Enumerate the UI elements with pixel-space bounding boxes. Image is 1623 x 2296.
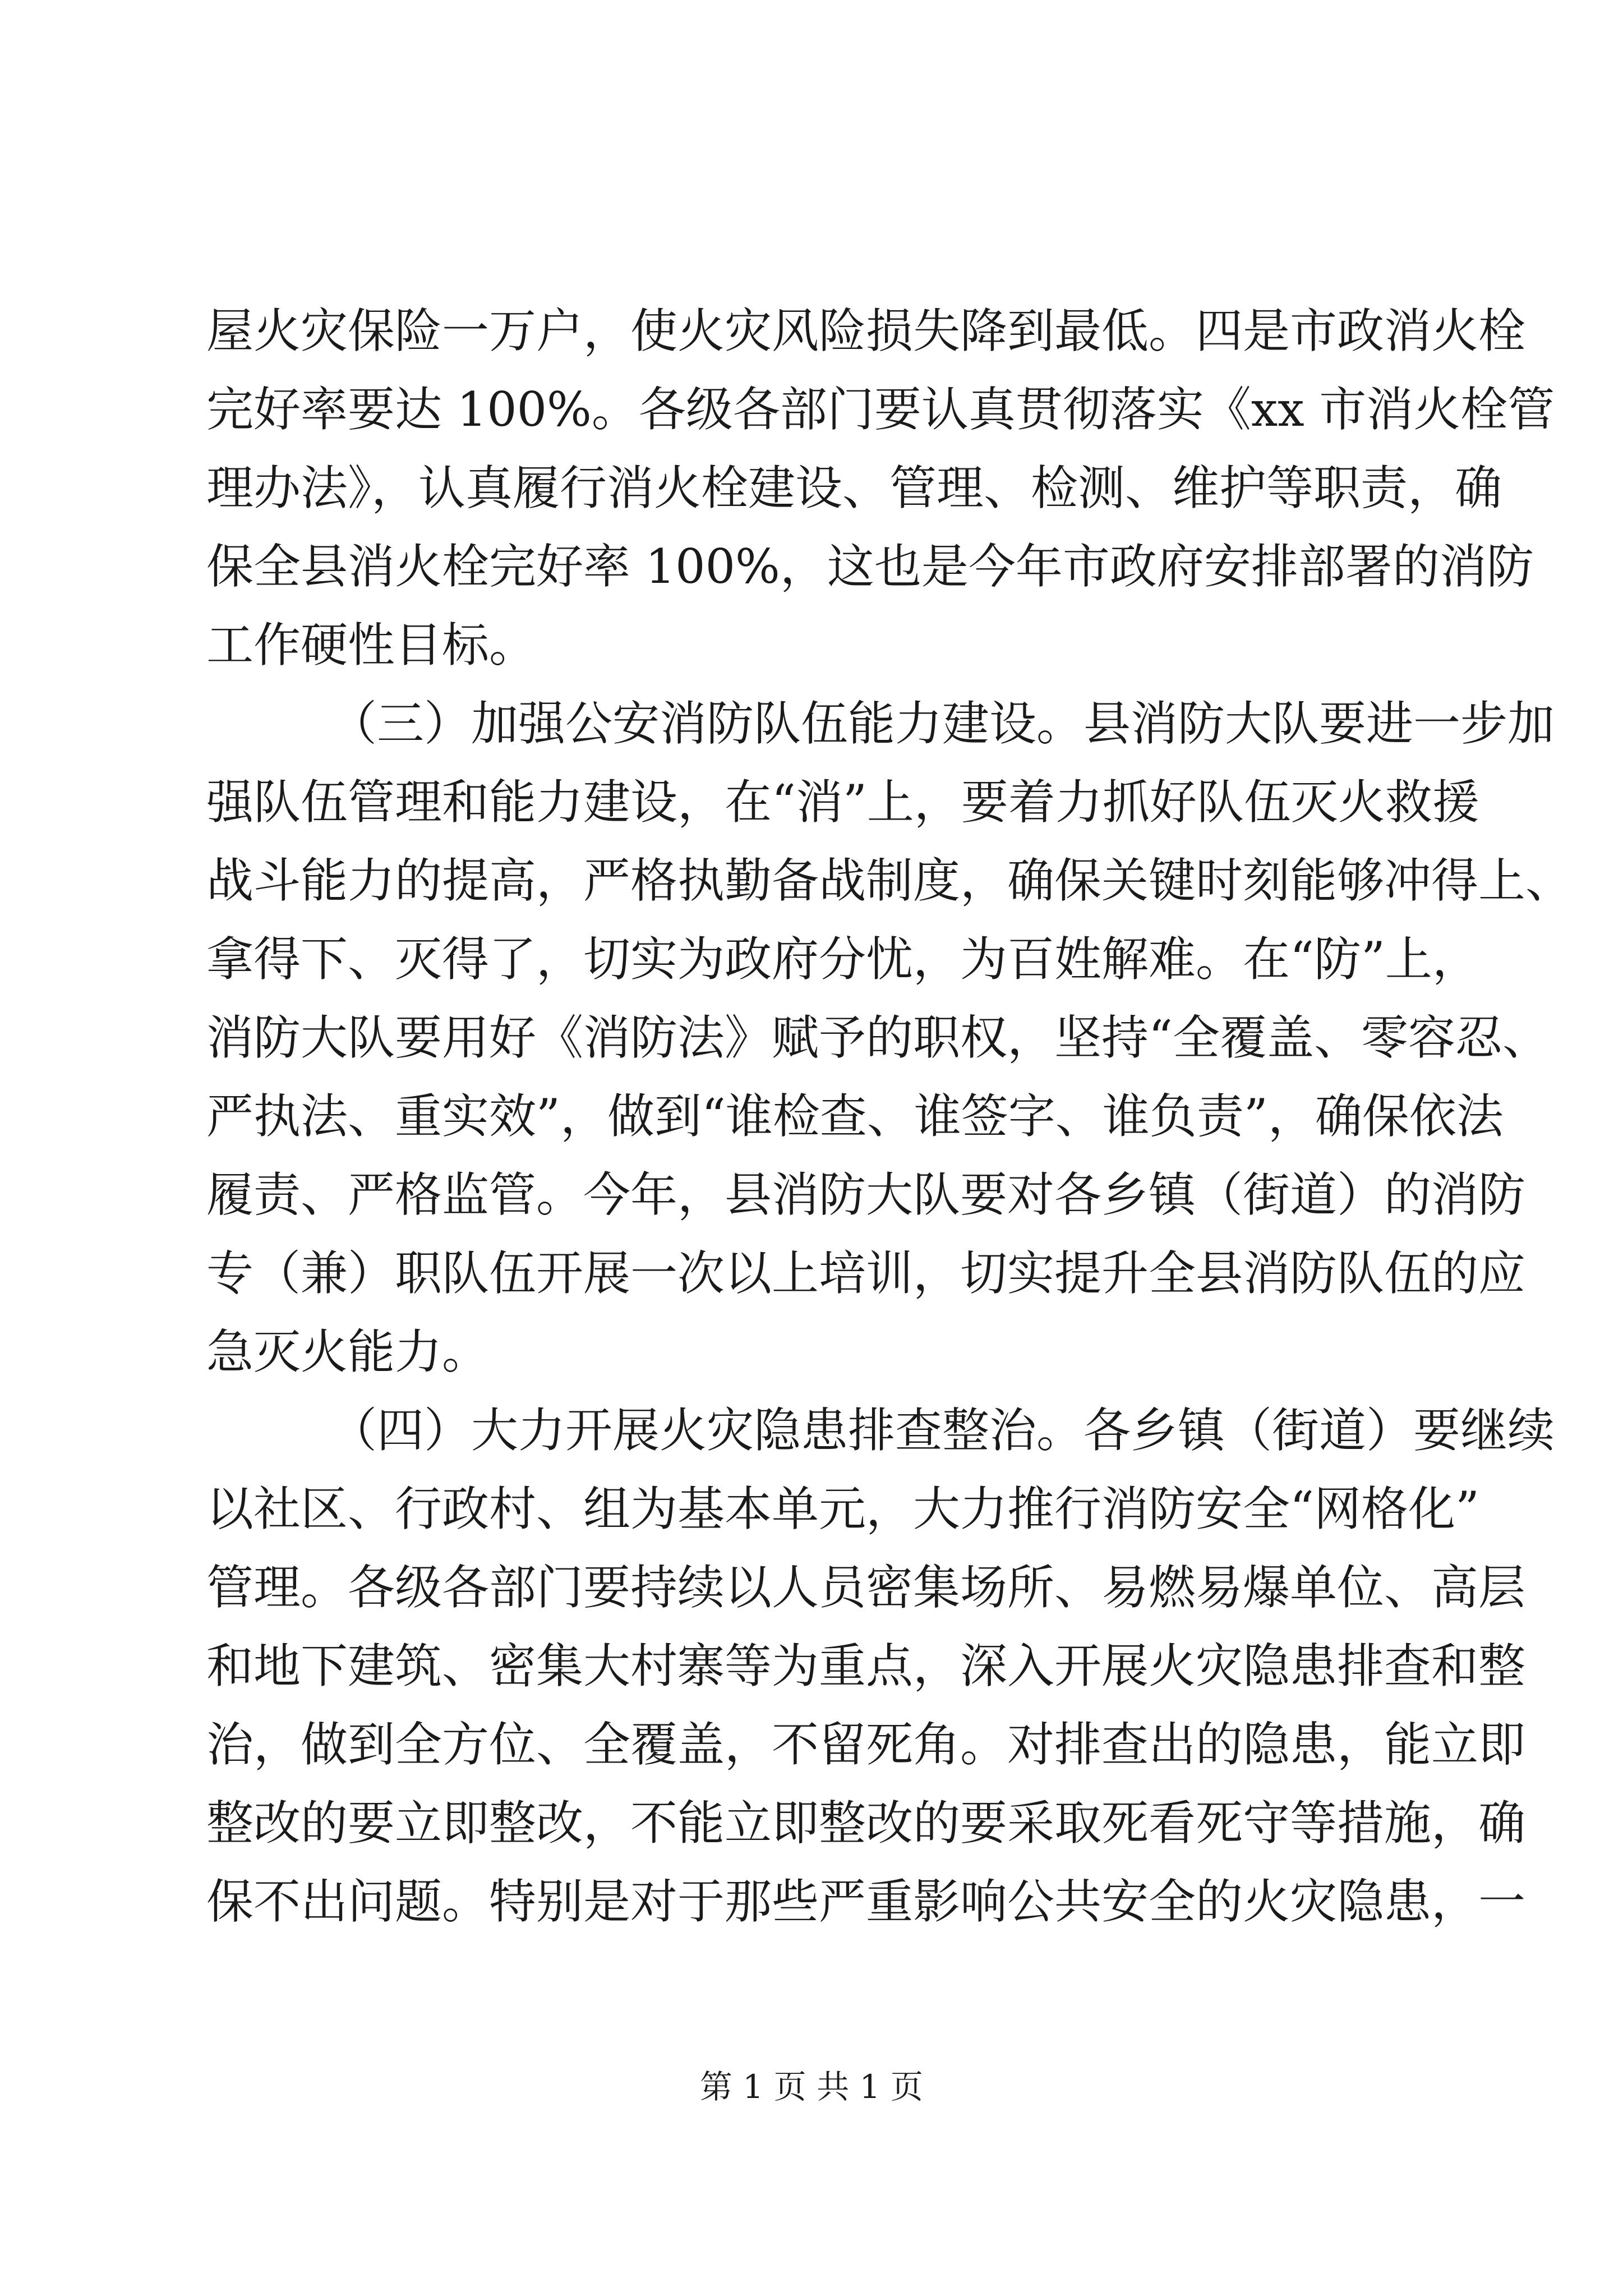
- text-line: 履责、严格监管。今年，县消防大队要对各乡镇（街道）的消防: [206, 1167, 1526, 1222]
- text-line: 理办法》，认真履行消火栓建设、管理、检测、维护等职责，确: [206, 461, 1502, 516]
- paragraph-section-three: [206, 684, 1573, 1391]
- document-body: [206, 292, 1573, 1941]
- text-line: 拿得下、灭得了，切实为政府分忧，为百姓解难。在“防”上，: [206, 932, 1479, 987]
- section-heading-line: （四）大力开展火灾隐患排查整治。各乡镇（街道）要继续: [330, 1403, 1555, 1458]
- page-number-label: 第 1 页 共 1 页: [700, 2068, 923, 2106]
- section-heading-line: （三）加强公安消防队伍能力建设。县消防大队要进一步加: [330, 696, 1555, 751]
- text-line: 屋火灾保险一万户，使火灾风险损失降到最低。四是市政消火栓: [206, 303, 1526, 358]
- paragraph-section-four: [206, 1391, 1555, 1941]
- page-footer: [0, 2064, 1623, 2109]
- text-line: 保不出问题。特别是对于那些严重影响公共安全的火灾隐患，一: [206, 1874, 1526, 1929]
- text-line: 保全县消火栓完好率 100%，这也是今年市政府安排部署的消防: [206, 539, 1534, 594]
- text-line: 管理。各级各部门要持续以人员密集场所、易燃易爆单位、高层: [206, 1560, 1526, 1615]
- text-line: 和地下建筑、密集大村寨等为重点，深入开展火灾隐患排查和整: [206, 1639, 1526, 1694]
- text-line: 以社区、行政村、组为基本单元，大力推行消防安全“网格化”: [206, 1481, 1479, 1536]
- text-line: 消防大队要用好《消防法》赋予的职权，坚持“全覆盖、零容忍、: [206, 1010, 1550, 1065]
- paragraph-fire-hydrant: [206, 292, 1555, 684]
- text-line: 整改的要立即整改，不能立即整改的要采取死看死守等措施，确: [206, 1796, 1526, 1851]
- text-line: 专（兼）职队伍开展一次以上培训，切实提升全县消防队伍的应: [206, 1246, 1526, 1301]
- text-line: 工作硬性目标。: [206, 618, 537, 673]
- text-line: 急灭火能力。: [206, 1324, 490, 1379]
- text-line: 治，做到全方位、全覆盖，不留死角。对排查出的隐患，能立即: [206, 1717, 1526, 1772]
- text-line: 强队伍管理和能力建设，在“消”上，要着力抓好队伍灭火救援: [206, 775, 1479, 830]
- text-line: 战斗能力的提高，严格执勤备战制度，确保关键时刻能够冲得上、: [206, 853, 1573, 908]
- text-line: 完好率要达 100%。各级各部门要认真贯彻落实《xx 市消火栓管: [206, 382, 1555, 437]
- text-line: 严执法、重实效”，做到“谁检查、谁签字、谁负责”，确保依法: [206, 1089, 1504, 1144]
